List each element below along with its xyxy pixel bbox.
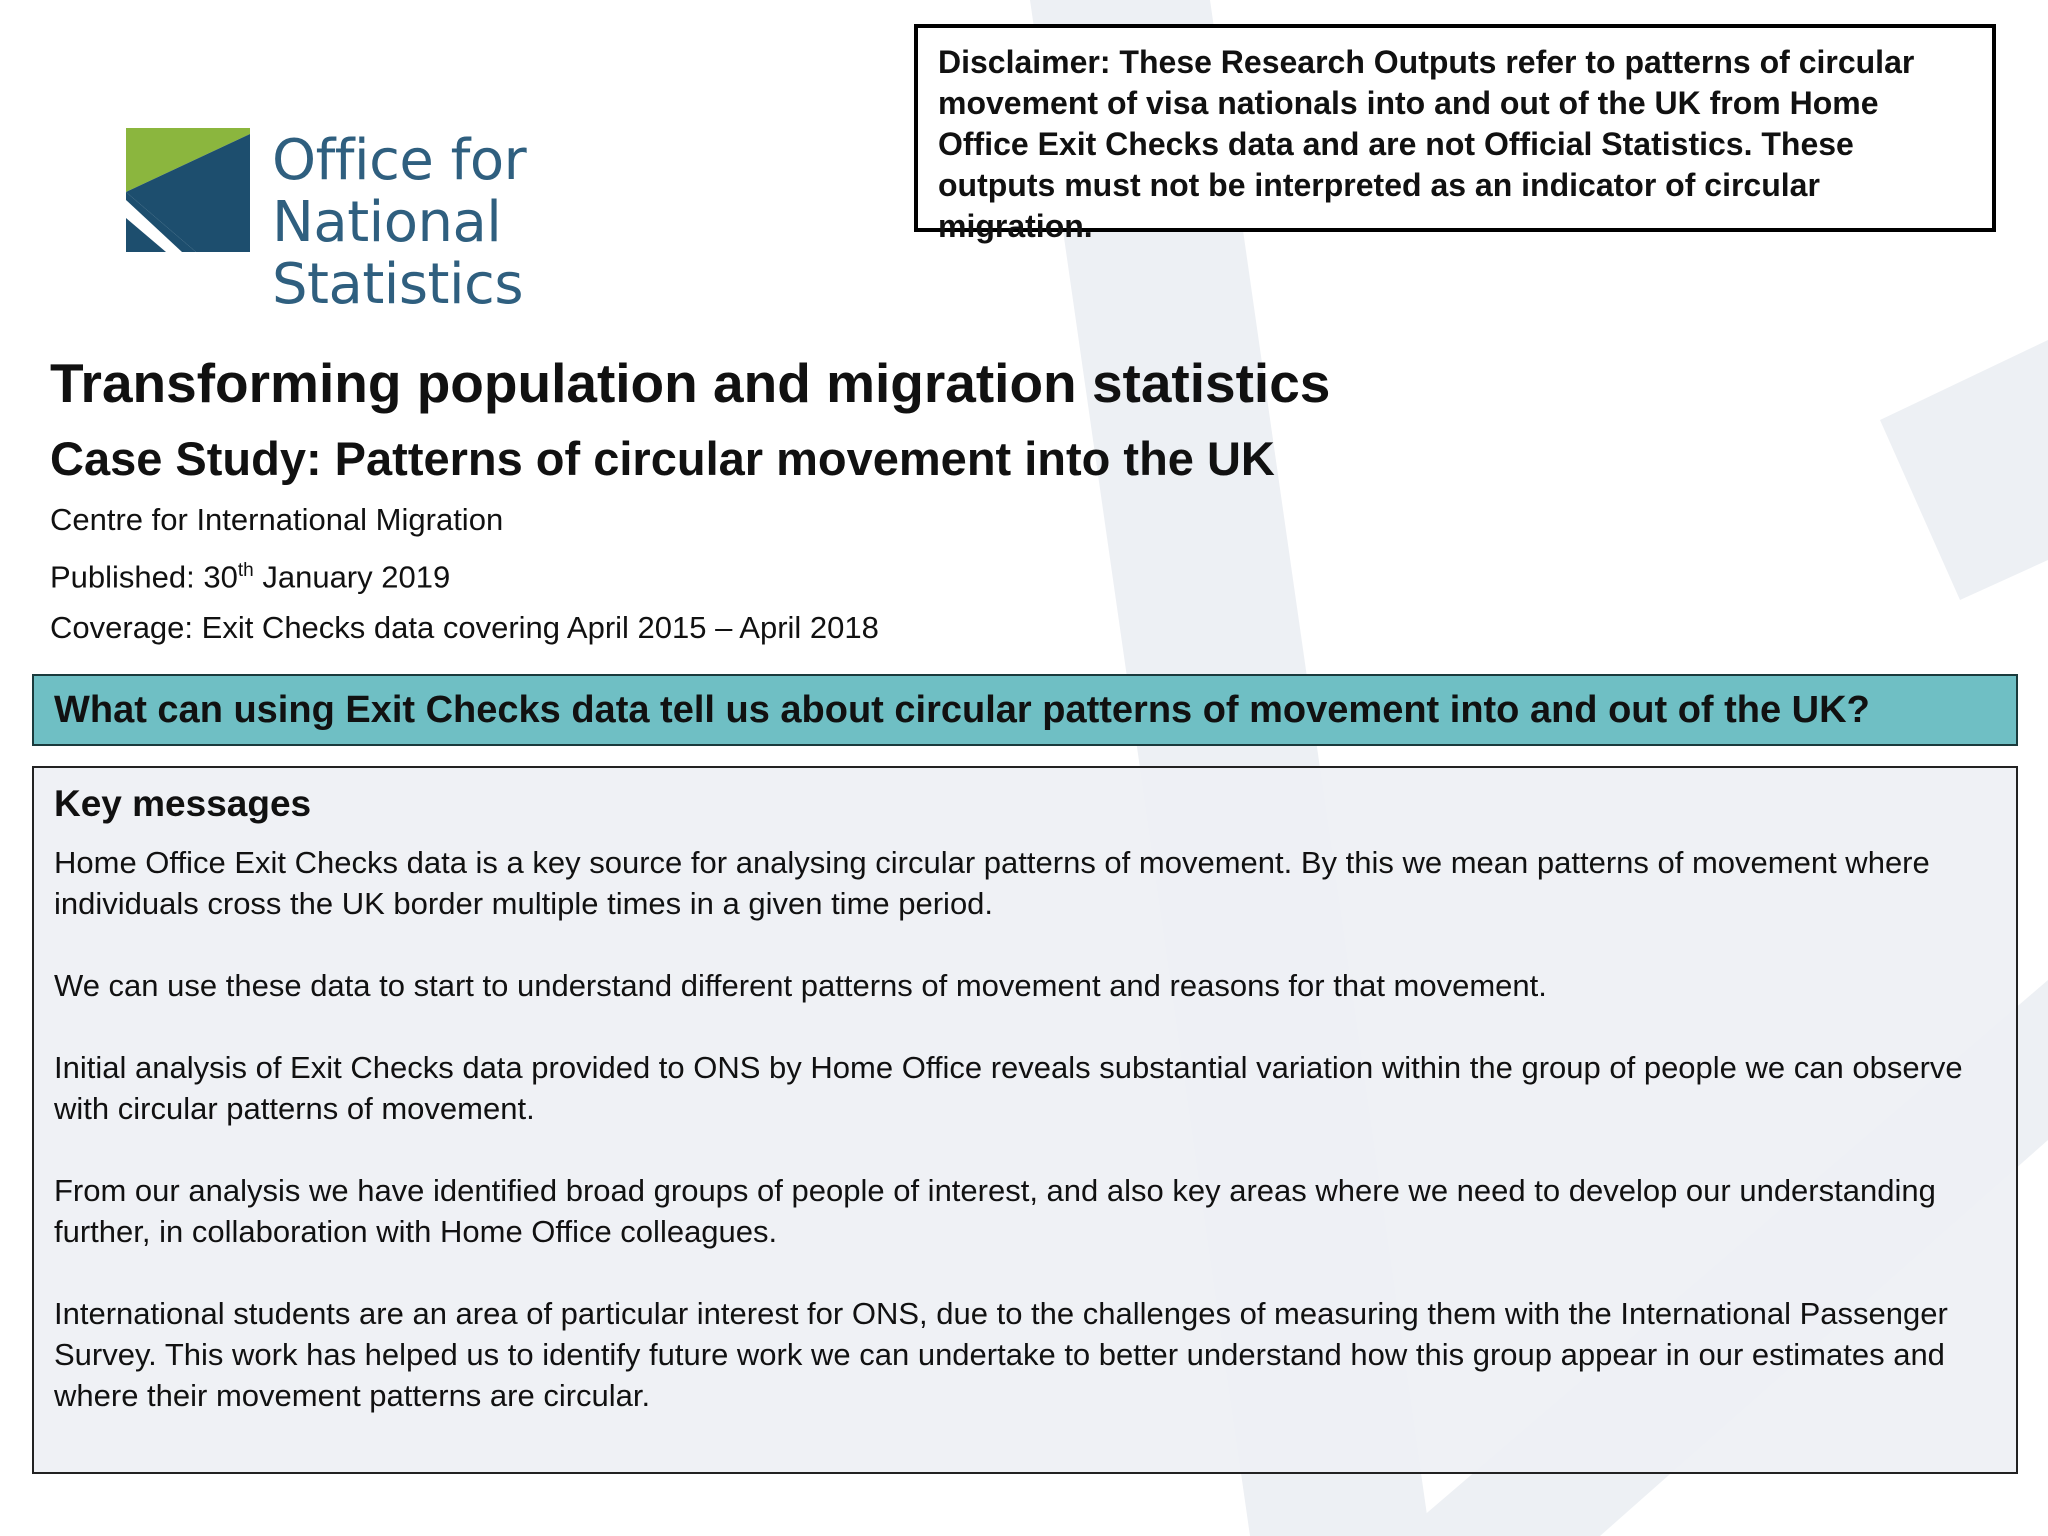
ons-logo-wordmark [272, 130, 766, 316]
key-message-paragraph: We can use these data to start to understand different patterns of movement and reasons for that movement. [54, 968, 1547, 1003]
key-messages-box [32, 766, 2018, 1474]
disclaimer-box [914, 24, 1996, 244]
published-date [50, 545, 1950, 602]
published-ordinal: th [237, 560, 254, 581]
disclaimer-text: Disclaimer: These Research Outputs refer to patterns of circular movement of visa nationals into and out of the UK from Home Office Exit Checks data and are not Official Statistics. These outputs must not be interpreted as an indicator of circular migration. [938, 44, 1915, 244]
key-message-paragraph: From our analysis we have identified broad groups of people of interest, and also key areas where we need to develop our understanding further, in collaboration with Home Office colleagues. [54, 1173, 1936, 1249]
centre-name: Centre for International Migration [50, 502, 504, 537]
logo-line-1: Office for [272, 128, 527, 193]
logo-line-2: National Statistics [272, 190, 523, 317]
page-subtitle: Case Study: Patterns of circular movement into the UK [50, 432, 1275, 485]
key-message-paragraph: Initial analysis of Exit Checks data provided to ONS by Home Office reveals substantial variation within the group of people we can observe with circular patterns of movement. [54, 1050, 1963, 1126]
key-message-paragraph: International students are an area of particular interest for ONS, due to the challenges of measuring them with the International Passenger Survey. This work has helped us to identify future work we can undertake to better understand how this group appear in our estimates and where their movement patterns are circular. [54, 1296, 1948, 1413]
page-title: Transforming population and migration statistics [50, 352, 1331, 414]
key-message-paragraph: Home Office Exit Checks data is a key source for analysing circular patterns of movement. By this we mean patterns of movement where individuals cross the UK border multiple times in a given time period. [54, 845, 1930, 921]
key-messages-heading: Key messages [54, 783, 312, 824]
published-prefix: Published: 30 [50, 559, 238, 595]
ons-logo-icon [126, 128, 250, 252]
coverage-text: Coverage: Exit Checks data covering April 2015 – April 2018 [50, 610, 879, 646]
header-block [50, 346, 1950, 653]
ons-logo [126, 124, 766, 317]
question-banner [32, 674, 2018, 746]
published-suffix: January 2019 [253, 559, 451, 595]
question-text: What can using Exit Checks data tell us about circular patterns of movement into and out of the UK? [54, 689, 1870, 731]
